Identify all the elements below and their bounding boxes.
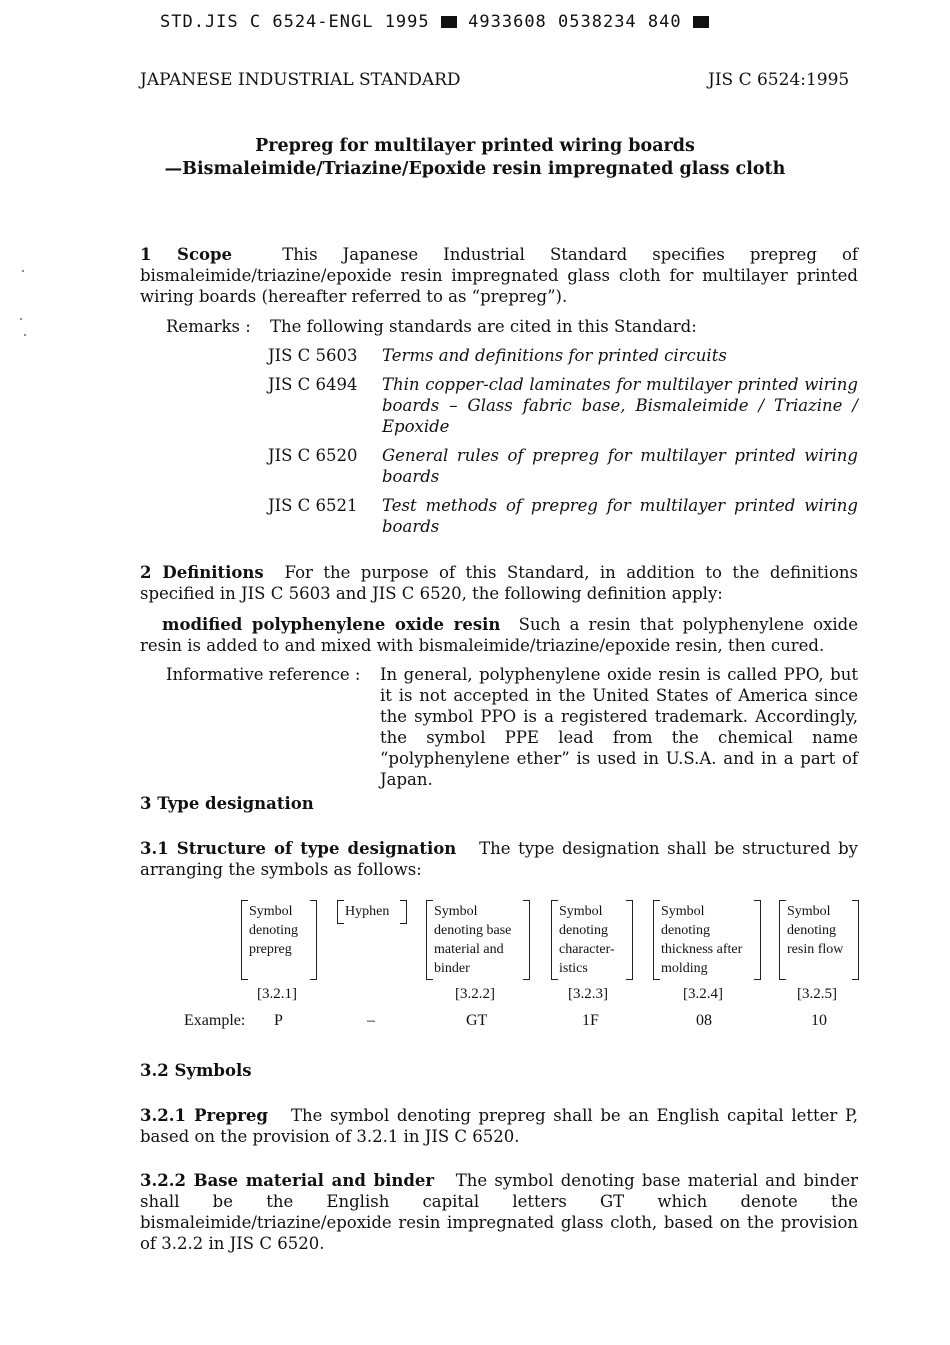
type-designation-heading-text: 3 Type designation bbox=[140, 794, 314, 813]
scope-body: This Japanese Industrial Standard specifies prepreg of bismaleimide/triazine/epoxide resin impregnated glass cloth for multilayer printed wiring boards (hereafter referred to as “prepreg”). bbox=[140, 245, 858, 306]
structure-paragraph bbox=[140, 838, 858, 880]
scope-heading: 1 Scope bbox=[140, 245, 233, 264]
designation-ref: [3.2.4] bbox=[683, 986, 723, 1002]
designation-ref: [3.2.3] bbox=[568, 986, 608, 1002]
definitions-paragraph bbox=[140, 562, 858, 604]
scan-speck bbox=[22, 270, 24, 272]
cited-standard-title: Test methods of prepreg for multilayer printed wiring boards bbox=[382, 496, 858, 536]
header-standard-name: JAPANESE INDUSTRIAL STANDARD bbox=[140, 70, 461, 90]
scan-speck bbox=[24, 334, 26, 336]
scan-header-code: STD.JIS C 6524-ENGL 1995 bbox=[160, 12, 430, 32]
cited-standard-code: JIS C 6494 bbox=[268, 375, 358, 394]
example-value: – bbox=[367, 1012, 375, 1029]
example-value: GT bbox=[466, 1012, 488, 1029]
symbol-base-material-paragraph bbox=[140, 1170, 858, 1254]
cited-standard-title: Thin copper-clad laminates for multilayer printed wiring boards – Glass fabric base, Bismaleimide / Triazine / Epoxide bbox=[382, 375, 858, 436]
symbol-prepreg-heading: 3.2.1 Prepreg bbox=[140, 1106, 268, 1125]
term-heading: modified polyphenylene oxide resin bbox=[162, 615, 501, 634]
scope-paragraph bbox=[140, 244, 858, 307]
scan-block-mark bbox=[693, 16, 709, 28]
example-value: 08 bbox=[696, 1012, 712, 1029]
term-paragraph bbox=[140, 614, 858, 656]
informative-reference-label: Informative reference : bbox=[166, 665, 361, 684]
document-subtitle: —Bismaleimide/Triazine/Epoxide resin impregnated glass cloth bbox=[164, 159, 786, 179]
remarks-label: Remarks : bbox=[166, 317, 251, 336]
example-value: 1F bbox=[582, 1012, 599, 1029]
example-label: Example: bbox=[184, 1012, 246, 1029]
definitions-heading: 2 Definitions bbox=[140, 563, 264, 582]
symbols-heading-text: 3.2 Symbols bbox=[140, 1061, 252, 1080]
symbols-heading bbox=[140, 1060, 858, 1081]
example-value: P bbox=[274, 1012, 283, 1029]
designation-box-characteristics: Symbol denoting character-istics bbox=[551, 900, 633, 980]
remarks-text: The following standards are cited in this Standard: bbox=[270, 317, 697, 336]
scan-header bbox=[160, 12, 709, 32]
structure-heading: 3.1 Structure of type designation bbox=[140, 839, 457, 858]
designation-ref: [3.2.5] bbox=[797, 986, 837, 1002]
symbol-prepreg-body: The symbol denoting prepreg shall be an English capital letter P, based on the provision of 3.2.1 in JIS C 6520. bbox=[140, 1106, 858, 1146]
term-body: Such a resin that polyphenylene oxide resin is added to and mixed with bismaleimide/triazine/epoxide resin, then cured. bbox=[140, 615, 858, 655]
designation-box-thickness: Symbol denoting thickness after molding bbox=[653, 900, 761, 980]
structure-body: The type designation shall be structured by arranging the symbols as follows: bbox=[140, 839, 858, 879]
designation-box-hyphen: Hyphen bbox=[337, 900, 407, 924]
informative-reference-text: In general, polyphenylene oxide resin is called PPO, but it is not accepted in the United States of America since the symbol PPO is a registered trademark. Accordingly, the symbol PPE lead from the chemical name “polyphenylene ether” is used in U.S.A. and in a part of Japan. bbox=[380, 665, 858, 789]
designation-ref: [3.2.1] bbox=[257, 986, 297, 1002]
cited-standard-code: JIS C 6521 bbox=[268, 496, 358, 515]
header-standard-code: JIS C 6524:1995 bbox=[708, 70, 850, 90]
example-value: 10 bbox=[811, 1012, 827, 1029]
designation-box-resin-flow: Symbol denoting resin flow bbox=[779, 900, 859, 980]
scan-speck bbox=[20, 318, 22, 320]
cited-standard-title: General rules of prepreg for multilayer printed wiring boards bbox=[382, 446, 858, 486]
symbol-prepreg-paragraph bbox=[140, 1105, 858, 1147]
cited-standard-title: Terms and definitions for printed circuits bbox=[382, 346, 727, 365]
type-designation-heading bbox=[140, 793, 858, 814]
scan-block-mark bbox=[441, 16, 457, 28]
cited-standard-code: JIS C 6520 bbox=[268, 446, 358, 465]
symbol-base-material-heading: 3.2.2 Base material and binder bbox=[140, 1171, 435, 1190]
designation-box-base-material: Symbol denoting base material and binder bbox=[426, 900, 530, 980]
designation-ref: [3.2.2] bbox=[455, 986, 495, 1002]
cited-standard-code: JIS C 5603 bbox=[268, 346, 358, 365]
designation-box-prepreg: Symbol denoting prepreg bbox=[241, 900, 317, 980]
symbol-base-material-body: The symbol denoting base material and binder shall be the English capital letters GT which denote the bismaleimide/triazine/epoxide resin impregnated glass cloth, based on the provision of 3.2.2 in JIS C 6520. bbox=[140, 1171, 858, 1253]
document-title: Prepreg for multilayer printed wiring boards bbox=[255, 136, 695, 156]
definitions-body: For the purpose of this Standard, in addition to the definitions specified in JIS C 5603 and JIS C 6520, the following definition apply: bbox=[140, 563, 858, 603]
scan-header-number: 4933608 0538234 840 bbox=[468, 12, 682, 32]
